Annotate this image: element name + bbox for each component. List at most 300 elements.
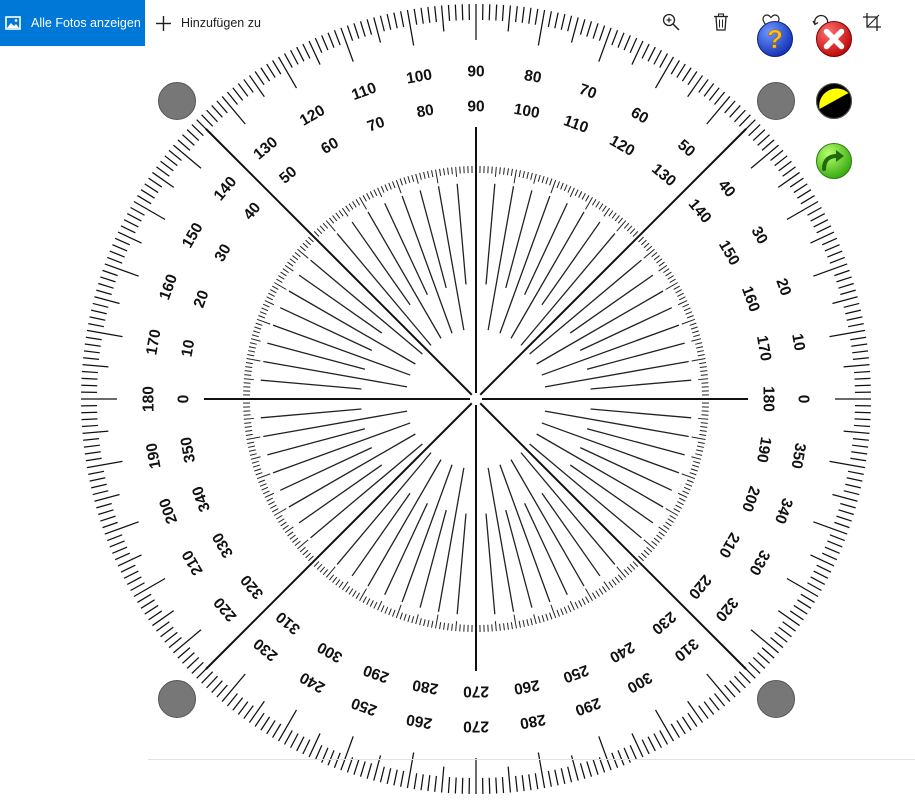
outer-tick xyxy=(255,72,264,85)
inner-tick xyxy=(320,226,325,231)
outer-tick xyxy=(838,284,853,289)
inner-tick xyxy=(281,272,287,276)
outer-tick xyxy=(86,458,102,461)
outer-tick xyxy=(187,130,199,141)
inner-tick xyxy=(663,525,669,529)
inner-tick xyxy=(252,335,259,337)
degree-label: 20 xyxy=(772,276,795,299)
inner-tick xyxy=(287,532,293,536)
outer-tick xyxy=(642,740,649,754)
degree-label: 180 xyxy=(759,386,777,412)
inner-tick xyxy=(511,169,512,176)
outer-tick xyxy=(779,161,792,171)
outer-tick xyxy=(699,79,708,92)
outer-tick xyxy=(814,220,828,227)
outer-tick xyxy=(238,84,248,97)
inner-tick xyxy=(684,487,690,490)
outer-tick xyxy=(267,64,275,78)
outer-tick xyxy=(169,150,181,160)
outer-tick xyxy=(715,92,725,104)
radial-line xyxy=(289,434,415,507)
resize-handle-top-left[interactable] xyxy=(158,82,196,120)
outer-tick xyxy=(98,284,113,289)
degree-label: 60 xyxy=(627,104,652,128)
inner-tick xyxy=(267,297,273,300)
outer-tick xyxy=(682,717,691,730)
outer-tick xyxy=(587,761,592,776)
inner-tick xyxy=(691,339,701,342)
outer-tick xyxy=(124,571,138,578)
outer-tick xyxy=(354,759,359,774)
inner-tick xyxy=(306,553,311,558)
inner-tick xyxy=(333,215,337,221)
inner-tick xyxy=(676,505,682,508)
inner-tick xyxy=(687,480,694,483)
outer-tick xyxy=(141,600,155,608)
inner-tick xyxy=(256,473,263,475)
inner-tick xyxy=(656,535,662,539)
degree-label: 0 xyxy=(794,394,812,404)
outer-tick xyxy=(845,484,861,488)
inner-tick xyxy=(393,610,396,617)
outer-tick xyxy=(103,522,118,527)
inner-tick xyxy=(339,582,343,588)
radial-line xyxy=(511,212,584,338)
contrast-toggle-button[interactable] xyxy=(815,82,853,120)
outer-tick xyxy=(730,105,741,117)
inner-tick xyxy=(248,446,255,447)
inner-tick xyxy=(246,434,253,435)
inner-tick xyxy=(298,249,309,258)
outer-tick xyxy=(212,681,223,693)
inner-tick xyxy=(432,170,433,177)
inner-tick xyxy=(666,272,672,276)
outer-tick xyxy=(82,371,98,372)
inner-tick xyxy=(659,265,667,271)
inner-tick xyxy=(550,613,552,620)
trash-icon[interactable] xyxy=(711,12,731,32)
outer-tick xyxy=(88,471,104,474)
outer-tick xyxy=(739,672,750,684)
outer-tick xyxy=(161,161,174,171)
inner-tick xyxy=(679,297,685,300)
inner-tick xyxy=(654,256,660,260)
inner-tick xyxy=(504,168,505,175)
inner-tick xyxy=(292,256,298,260)
outer-tick xyxy=(844,431,870,433)
inner-tick xyxy=(329,218,333,223)
add-to-button[interactable] xyxy=(155,12,261,34)
inner-tick xyxy=(617,567,626,578)
degree-label: 160 xyxy=(737,284,763,315)
outer-tick xyxy=(704,84,714,97)
outer-tick xyxy=(297,737,304,751)
outer-tick xyxy=(315,745,322,760)
outer-tick xyxy=(677,720,685,734)
degree-label: 140 xyxy=(210,173,241,205)
outer-tick xyxy=(845,310,861,314)
outer-tick xyxy=(112,547,127,553)
outer-tick xyxy=(112,245,127,251)
inner-tick xyxy=(568,186,571,192)
inner-tick xyxy=(700,367,707,368)
inner-tick xyxy=(551,180,556,193)
inner-tick xyxy=(393,181,396,188)
resize-handle-top-right[interactable] xyxy=(757,82,795,120)
outer-tick xyxy=(778,611,799,626)
inner-tick xyxy=(408,176,410,183)
inner-tick xyxy=(627,567,632,572)
outer-tick xyxy=(387,768,391,784)
outer-tick xyxy=(84,445,100,447)
outer-tick xyxy=(827,251,842,257)
radial-line xyxy=(261,409,362,418)
inner-tick xyxy=(679,498,685,501)
inner-tick xyxy=(283,525,289,529)
inner-tick xyxy=(699,363,706,364)
inner-tick xyxy=(507,168,508,175)
outer-tick xyxy=(851,452,867,454)
outer-tick xyxy=(783,167,796,176)
outer-tick xyxy=(267,720,275,734)
inner-tick xyxy=(682,491,688,494)
outer-tick xyxy=(508,767,510,793)
inner-tick xyxy=(400,179,402,186)
outer-tick xyxy=(739,115,750,127)
inner-tick xyxy=(692,359,706,361)
inner-tick xyxy=(644,249,655,258)
degree-label: 210 xyxy=(178,547,207,578)
degree-label: 300 xyxy=(624,668,655,697)
inner-tick xyxy=(602,206,606,212)
radial-line xyxy=(511,460,584,586)
outer-tick xyxy=(642,44,649,58)
inner-tick xyxy=(696,347,703,349)
radial-line xyxy=(311,444,423,538)
inner-tick xyxy=(514,615,516,629)
outer-tick xyxy=(749,125,761,136)
inner-tick xyxy=(314,562,319,567)
inner-tick xyxy=(456,621,457,631)
question-mark-icon: ? xyxy=(767,24,783,54)
resize-handle-bottom-right[interactable] xyxy=(757,680,795,718)
inner-tick xyxy=(272,509,278,512)
radial-line xyxy=(537,291,663,364)
radial-line xyxy=(438,468,463,612)
outer-tick xyxy=(462,778,463,794)
close-button[interactable] xyxy=(815,20,853,58)
degree-label: 20 xyxy=(190,288,213,311)
redo-button[interactable] xyxy=(815,142,853,180)
inner-tick xyxy=(278,519,284,523)
inner-tick xyxy=(250,343,257,345)
outer-tick xyxy=(81,412,97,413)
diagonal-line xyxy=(206,129,472,395)
outer-tick xyxy=(341,736,353,770)
outer-tick xyxy=(502,777,503,793)
degree-label: 340 xyxy=(770,495,796,526)
outer-tick xyxy=(489,778,490,794)
inner-tick xyxy=(659,262,665,266)
degree-label: 180 xyxy=(140,386,158,412)
inner-tick xyxy=(693,461,700,463)
inner-tick xyxy=(295,541,300,545)
outer-tick xyxy=(715,694,725,706)
zoom-in-icon[interactable] xyxy=(661,12,681,32)
all-photos-button[interactable] xyxy=(0,0,145,46)
outer-tick xyxy=(797,600,811,608)
photos-icon xyxy=(5,15,21,31)
degree-label: 110 xyxy=(349,79,379,104)
outer-tick xyxy=(93,491,109,495)
inner-tick xyxy=(700,371,707,372)
radial-line xyxy=(521,453,615,565)
inner-tick xyxy=(654,538,660,542)
inner-tick xyxy=(531,618,533,625)
radial-line xyxy=(545,411,689,436)
outer-tick xyxy=(303,44,310,58)
inner-tick xyxy=(440,622,441,629)
inner-tick xyxy=(641,553,646,558)
inner-tick xyxy=(639,556,644,561)
inner-tick xyxy=(579,600,582,606)
inner-tick xyxy=(385,607,388,613)
inner-tick xyxy=(245,371,252,372)
inner-tick xyxy=(285,265,293,271)
inner-tick xyxy=(627,226,632,231)
inner-tick xyxy=(363,597,366,603)
inner-tick xyxy=(292,538,298,542)
degree-label: 310 xyxy=(670,634,702,665)
outer-tick xyxy=(202,672,213,684)
outer-tick xyxy=(85,452,101,454)
inner-tick xyxy=(300,246,305,251)
outer-tick xyxy=(709,88,719,101)
outer-tick xyxy=(813,522,847,534)
inner-tick xyxy=(633,562,638,567)
outer-tick xyxy=(801,594,815,602)
outer-tick xyxy=(115,238,130,245)
outer-tick xyxy=(830,535,845,541)
degree-label: 50 xyxy=(276,163,301,188)
outer-tick xyxy=(96,290,111,294)
inner-tick xyxy=(295,252,300,256)
outer-tick xyxy=(734,110,745,122)
inner-tick xyxy=(644,540,655,549)
inner-tick xyxy=(656,259,662,263)
outer-tick xyxy=(244,706,253,719)
diagonal-line xyxy=(480,403,746,669)
inner-tick xyxy=(677,502,683,505)
outer-tick xyxy=(811,577,825,585)
inner-tick xyxy=(329,575,333,580)
inner-tick xyxy=(699,434,706,435)
outer-tick xyxy=(779,627,792,637)
inner-tick xyxy=(317,564,322,569)
outer-tick xyxy=(152,611,173,626)
outer-tick xyxy=(807,208,821,216)
inner-tick xyxy=(538,616,540,623)
inner-tick xyxy=(692,437,706,439)
inner-tick xyxy=(290,535,296,539)
outer-tick xyxy=(854,371,870,372)
outer-tick xyxy=(599,736,611,770)
outer-tick xyxy=(285,54,293,68)
outer-tick xyxy=(852,445,868,447)
outer-tick xyxy=(771,150,783,160)
inner-tick xyxy=(690,323,697,325)
degree-label: 80 xyxy=(522,67,543,87)
degree-label: 120 xyxy=(297,101,328,130)
inner-tick xyxy=(436,170,438,184)
inner-tick xyxy=(500,167,501,174)
outer-tick xyxy=(762,648,774,658)
outer-tick xyxy=(568,767,572,783)
inner-tick xyxy=(374,190,377,196)
outer-tick xyxy=(91,484,107,488)
inner-tick xyxy=(323,223,328,228)
degree-label: 80 xyxy=(415,101,436,122)
inner-tick xyxy=(612,213,616,219)
inner-tick xyxy=(523,620,524,627)
radial-line xyxy=(545,361,689,386)
outer-tick xyxy=(827,541,842,547)
inner-tick xyxy=(258,480,265,483)
degree-label: 190 xyxy=(752,435,775,464)
inner-tick xyxy=(691,469,698,471)
degree-label: 260 xyxy=(405,710,434,732)
outer-tick xyxy=(182,653,194,664)
outer-tick xyxy=(131,208,145,216)
outer-tick xyxy=(840,503,855,507)
crop-icon[interactable] xyxy=(862,12,882,32)
inner-tick xyxy=(246,363,253,364)
inner-tick xyxy=(270,290,276,293)
inner-tick xyxy=(586,195,589,201)
outer-tick xyxy=(83,365,109,367)
diagonal-line xyxy=(480,129,746,395)
outer-tick xyxy=(794,605,807,614)
inner-tick xyxy=(696,450,703,452)
outer-tick xyxy=(834,522,849,527)
inner-tick xyxy=(550,179,552,186)
inner-tick xyxy=(542,176,544,183)
outer-tick xyxy=(688,72,697,85)
inner-tick xyxy=(668,276,674,280)
outer-tick xyxy=(84,351,100,353)
outer-tick xyxy=(682,68,691,81)
degree-label: 350 xyxy=(787,441,809,470)
inner-tick xyxy=(416,614,419,624)
outer-tick xyxy=(178,648,190,658)
outer-tick xyxy=(725,685,735,697)
degree-label: 280 xyxy=(411,675,440,698)
inner-tick xyxy=(260,484,266,487)
degree-label: 50 xyxy=(674,136,699,161)
outer-tick xyxy=(688,701,703,722)
radial-line xyxy=(521,234,615,346)
inner-tick xyxy=(682,304,688,307)
inner-tick xyxy=(599,589,603,595)
outer-tick xyxy=(227,92,237,104)
outer-tick xyxy=(435,776,437,792)
outer-tick xyxy=(107,257,122,263)
inner-tick xyxy=(440,169,441,176)
inner-tick xyxy=(253,331,260,333)
inner-tick xyxy=(416,174,419,184)
inner-tick xyxy=(444,168,445,175)
outer-tick xyxy=(81,385,97,386)
outer-tick xyxy=(630,745,637,760)
outer-tick xyxy=(840,290,855,294)
inner-tick xyxy=(424,619,426,626)
outer-tick xyxy=(699,706,708,719)
inner-tick xyxy=(436,615,438,629)
degree-label: 10 xyxy=(178,338,199,359)
degree-label: 10 xyxy=(788,332,808,353)
inner-tick xyxy=(363,195,366,201)
inner-tick xyxy=(670,279,676,283)
inner-tick xyxy=(404,177,406,184)
help-button[interactable] xyxy=(756,20,794,58)
inner-tick xyxy=(609,582,613,588)
degree-label: 70 xyxy=(576,80,599,103)
outer-tick xyxy=(671,60,679,74)
inner-tick xyxy=(582,599,585,605)
inner-tick xyxy=(542,615,544,622)
outer-tick xyxy=(141,190,155,198)
outer-tick xyxy=(103,270,118,275)
inner-tick xyxy=(700,427,707,428)
radial-line xyxy=(537,434,663,507)
outer-tick xyxy=(725,101,735,113)
outer-tick xyxy=(847,317,863,320)
outer-tick xyxy=(677,64,685,78)
outer-tick xyxy=(801,196,815,204)
inner-tick xyxy=(268,293,274,296)
degree-label: 170 xyxy=(752,334,775,363)
inner-tick xyxy=(698,379,708,380)
outer-tick xyxy=(834,270,849,275)
degree-label: 320 xyxy=(237,571,268,603)
outer-tick xyxy=(758,135,770,146)
degree-label: 140 xyxy=(684,195,715,227)
outer-tick xyxy=(297,47,304,61)
inner-tick xyxy=(247,359,261,361)
outer-tick xyxy=(124,220,138,227)
inner-tick xyxy=(647,246,652,251)
inner-tick xyxy=(674,286,680,289)
inner-tick xyxy=(507,623,508,630)
degree-label: 200 xyxy=(737,483,763,514)
degree-label: 110 xyxy=(561,112,591,137)
inner-tick xyxy=(276,279,282,283)
outer-tick xyxy=(830,257,845,263)
resize-handle-bottom-left[interactable] xyxy=(158,680,196,718)
degree-label: 90 xyxy=(467,98,485,116)
outer-tick xyxy=(538,753,544,788)
inner-tick xyxy=(682,474,695,479)
inner-tick xyxy=(257,319,270,324)
inner-tick xyxy=(265,493,274,497)
inner-tick xyxy=(245,430,252,431)
inner-tick xyxy=(659,532,665,536)
outer-tick xyxy=(660,54,668,68)
degree-label: 290 xyxy=(361,660,392,686)
outer-tick xyxy=(853,358,869,360)
inner-tick xyxy=(575,190,578,196)
inner-tick xyxy=(245,427,252,428)
